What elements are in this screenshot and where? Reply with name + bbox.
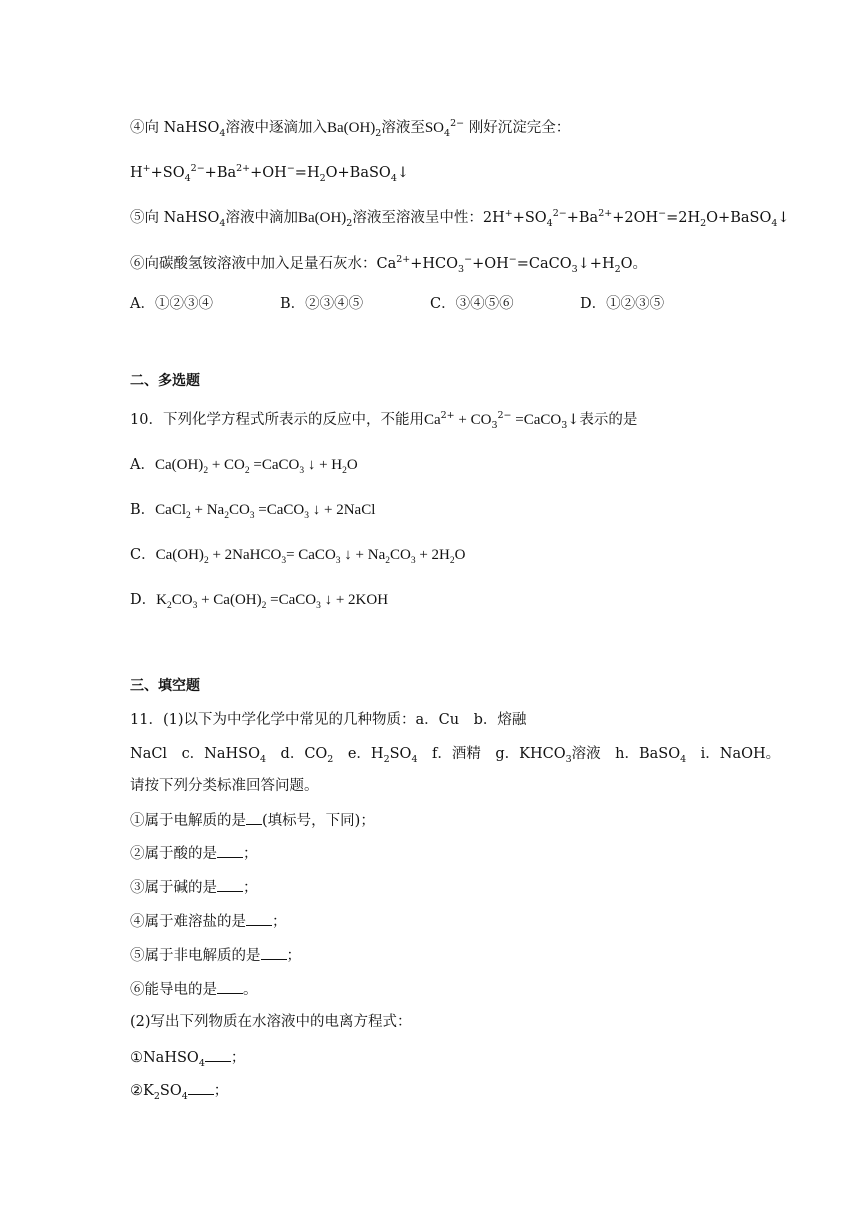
option-letter: A． xyxy=(130,457,155,473)
formula: + 2H xyxy=(415,547,450,563)
text: ①NaHSO xyxy=(130,1050,199,1066)
text: ③属于碱的是 xyxy=(130,880,217,896)
formula: + 2NaHCO xyxy=(208,547,282,563)
text: 。 xyxy=(243,982,258,998)
formula: Ca xyxy=(423,412,441,428)
answer-blank[interactable] xyxy=(217,877,243,892)
q11-sub2 xyxy=(130,843,258,864)
text: ； xyxy=(286,948,301,964)
text: ②K xyxy=(130,1083,154,1099)
text: SO xyxy=(159,1083,182,1099)
text: O+BaSO xyxy=(706,210,772,226)
formula: CO xyxy=(228,502,250,518)
text: =H xyxy=(294,165,320,181)
q11-line3: 请按下列分类标准回答问题。 xyxy=(130,778,319,794)
q10-option-c[interactable] xyxy=(130,545,465,565)
option-letter: B． xyxy=(130,502,156,518)
text: (填标号，下同)； xyxy=(262,813,375,829)
option-formula: $K_2CO_3 + Ca(OH)_2$ =CaCO$_3$ ↓ + 2KOH xyxy=(156,592,389,611)
text: +SO xyxy=(150,165,185,181)
answer-blank[interactable] xyxy=(246,810,262,825)
formula: O xyxy=(346,457,358,473)
text: O。 xyxy=(620,256,648,272)
answer-blank[interactable] xyxy=(205,1047,231,1062)
answer-blank[interactable] xyxy=(261,945,287,960)
formula: + CO xyxy=(208,457,245,473)
q9-item5: ⑤向 NaHSO$_4$溶液中滴加$Ba(OH)_2$溶液至溶液呈中性：$2H^++SO_4^{2-}+Ba^{2+}+2OH^-=2H_2O+BaSO_4↓$ xyxy=(130,208,790,229)
option-text: ③④⑤⑥ xyxy=(455,296,514,312)
q11-part2: (2)写出下列物质在水溶液中的电离方程式： xyxy=(130,1014,412,1030)
q11-line2: NaCl c．NaHSO$_4$ d．$CO_2$ e．$H_2SO_4$ f．酒精 g．$KHCO_3$溶液 h．BaSO$_4$ i．NaOH。 xyxy=(130,746,781,765)
answer-blank[interactable] xyxy=(217,979,243,994)
section-heading-multiple-choice: 二、多选题 xyxy=(130,373,200,389)
formula: =CaCO xyxy=(254,502,305,518)
option-text: ①②③④ xyxy=(154,296,213,312)
q11-ion2: $②K_2SO_4$ ； xyxy=(130,1080,228,1101)
q11-sub5 xyxy=(130,945,301,966)
text: =2H xyxy=(666,210,701,226)
text: 刚好沉淀完全： xyxy=(468,120,571,136)
formula: + Ca(OH) xyxy=(197,592,262,608)
q9-option-c[interactable] xyxy=(430,292,514,313)
text: 表示的是 xyxy=(579,412,638,428)
option-formula: $Ca(OH)_2 + CO_2$ =CaCO$_3$ ↓ + $H_2O$ xyxy=(154,457,358,476)
text: +2OH xyxy=(612,210,659,226)
formula: SO xyxy=(424,120,445,136)
text: i．NaOH。 xyxy=(686,746,781,762)
text: ⑥能导电的是 xyxy=(130,982,217,998)
option-letter: D． xyxy=(580,296,607,312)
q11-ion1: ①NaHSO$_4$ ； xyxy=(130,1047,245,1068)
text: ④属于难溶盐的是 xyxy=(130,914,246,930)
text: 溶液至 xyxy=(381,120,425,136)
answer-blank[interactable] xyxy=(217,843,243,858)
q10-stem: 10．下列化学方程式所表示的反应中，不能用$Ca^{2+} + CO_3^{2-}$ =CaCO$_3$↓表示的是 xyxy=(130,410,638,431)
formula: Ca(OH) xyxy=(154,457,204,473)
text: ； xyxy=(243,880,258,896)
q11-sub6 xyxy=(130,979,258,1000)
text: 溶液中逐滴加入 xyxy=(225,120,327,136)
formula: CO xyxy=(389,547,411,563)
q11-sub3 xyxy=(130,877,258,898)
text: +Ba xyxy=(566,210,599,226)
option-letter: A． xyxy=(130,296,155,312)
q9-eq4: $H^++SO_4^{2-}+Ba^{2+}+OH^-=H_2O+BaSO_4↓$ xyxy=(130,163,410,184)
text: 溶液中滴加 xyxy=(225,210,298,226)
q9-item4: ④向 NaHSO$_4$溶液中逐滴加入$Ba(OH)_2$溶液至$SO_4^{2-}$ 刚好沉淀完全： xyxy=(130,118,571,139)
formula: Ba(OH) xyxy=(297,210,347,226)
option-letter: C． xyxy=(430,296,456,312)
q9-option-b[interactable] xyxy=(280,292,363,313)
answer-blank[interactable] xyxy=(188,1080,214,1095)
formula: Ba(OH) xyxy=(326,120,376,136)
formula: + Na xyxy=(351,547,386,563)
q9-option-a[interactable] xyxy=(130,292,213,313)
q10-option-a[interactable] xyxy=(130,455,358,475)
formula: + H xyxy=(315,457,343,473)
text: ②属于酸的是 xyxy=(130,846,217,862)
formula: O xyxy=(454,547,466,563)
text: 10．下列化学方程式所表示的反应中，不能用 xyxy=(130,412,424,428)
formula: =CaCO xyxy=(249,457,300,473)
option-formula: $Ca(OH)_2$ + 2NaHCO$_3$= CaCO$_3$ ↓ + $Na_2CO_3 + 2H_2O$ xyxy=(155,547,466,566)
text: +OH xyxy=(250,165,287,181)
text: SO xyxy=(389,746,412,762)
option-letter: B． xyxy=(280,296,306,312)
text: ⑥向碳酸氢铵溶液中加入足量石灰水：Ca xyxy=(130,256,397,272)
text: =CaCO xyxy=(516,256,572,272)
answer-blank[interactable] xyxy=(246,911,272,926)
text: ； xyxy=(230,1050,246,1066)
text: +OH xyxy=(472,256,509,272)
text: d．CO xyxy=(266,746,328,762)
q11-line1: 11．(1)以下为中学化学中常见的几种物质：a．Cu b．熔融 xyxy=(130,712,527,728)
text: O+BaSO xyxy=(325,165,391,181)
section-heading-fill-in: 三、填空题 xyxy=(130,678,200,694)
option-formula: CaCl$_2$ + $Na_2CO_3$ =CaCO$_3$ ↓ + 2NaCl xyxy=(155,502,376,521)
option-letter: D． xyxy=(130,592,157,608)
formula: =CaCO xyxy=(266,592,317,608)
formula: Ca(OH) xyxy=(155,547,204,563)
text: f．酒精 g．KHCO xyxy=(417,746,566,762)
q11-sub4 xyxy=(130,911,287,932)
formula: = CaCO xyxy=(286,547,336,563)
text: 溶液至溶液呈中性：2H xyxy=(352,210,505,226)
formula: + 2KOH xyxy=(332,592,389,608)
q9-option-d[interactable] xyxy=(580,292,664,313)
formula: =CaCO xyxy=(511,412,562,428)
q11-sub1 xyxy=(130,810,375,831)
q9-item6: ⑥向碳酸氢铵溶液中加入足量石灰水：$Ca^{2+}+HCO_3^-+OH^-=CaCO_3↓+H_2O$。 xyxy=(130,254,648,275)
formula: + CO xyxy=(454,412,492,428)
q10-option-b[interactable] xyxy=(130,500,375,520)
text: +SO xyxy=(512,210,547,226)
option-text: ②③④⑤ xyxy=(305,296,364,312)
text: H xyxy=(130,165,143,181)
text: ； xyxy=(272,914,287,930)
option-text: ①②③⑤ xyxy=(606,296,665,312)
option-letter: C． xyxy=(130,547,156,563)
text: NaCl c．NaHSO xyxy=(130,746,260,762)
text: ⑤属于非电解质的是 xyxy=(130,948,261,964)
q10-option-d[interactable] xyxy=(130,590,388,610)
text: ④向 NaHSO xyxy=(130,120,220,136)
formula: K xyxy=(156,592,167,608)
text: ⑤向 NaHSO xyxy=(130,210,220,226)
text: ； xyxy=(213,1083,229,1099)
text: 溶液 h．BaSO xyxy=(571,746,681,762)
text: +Ba xyxy=(204,165,237,181)
formula: CO xyxy=(171,592,193,608)
text: +H xyxy=(589,256,615,272)
text: e．H xyxy=(333,746,384,762)
text: ①属于电解质的是 xyxy=(130,813,246,829)
formula: CaCl xyxy=(155,502,186,518)
text: ； xyxy=(243,846,258,862)
formula: + 2NaCl xyxy=(320,502,376,518)
text: +HCO xyxy=(410,256,459,272)
formula: + Na xyxy=(190,502,225,518)
